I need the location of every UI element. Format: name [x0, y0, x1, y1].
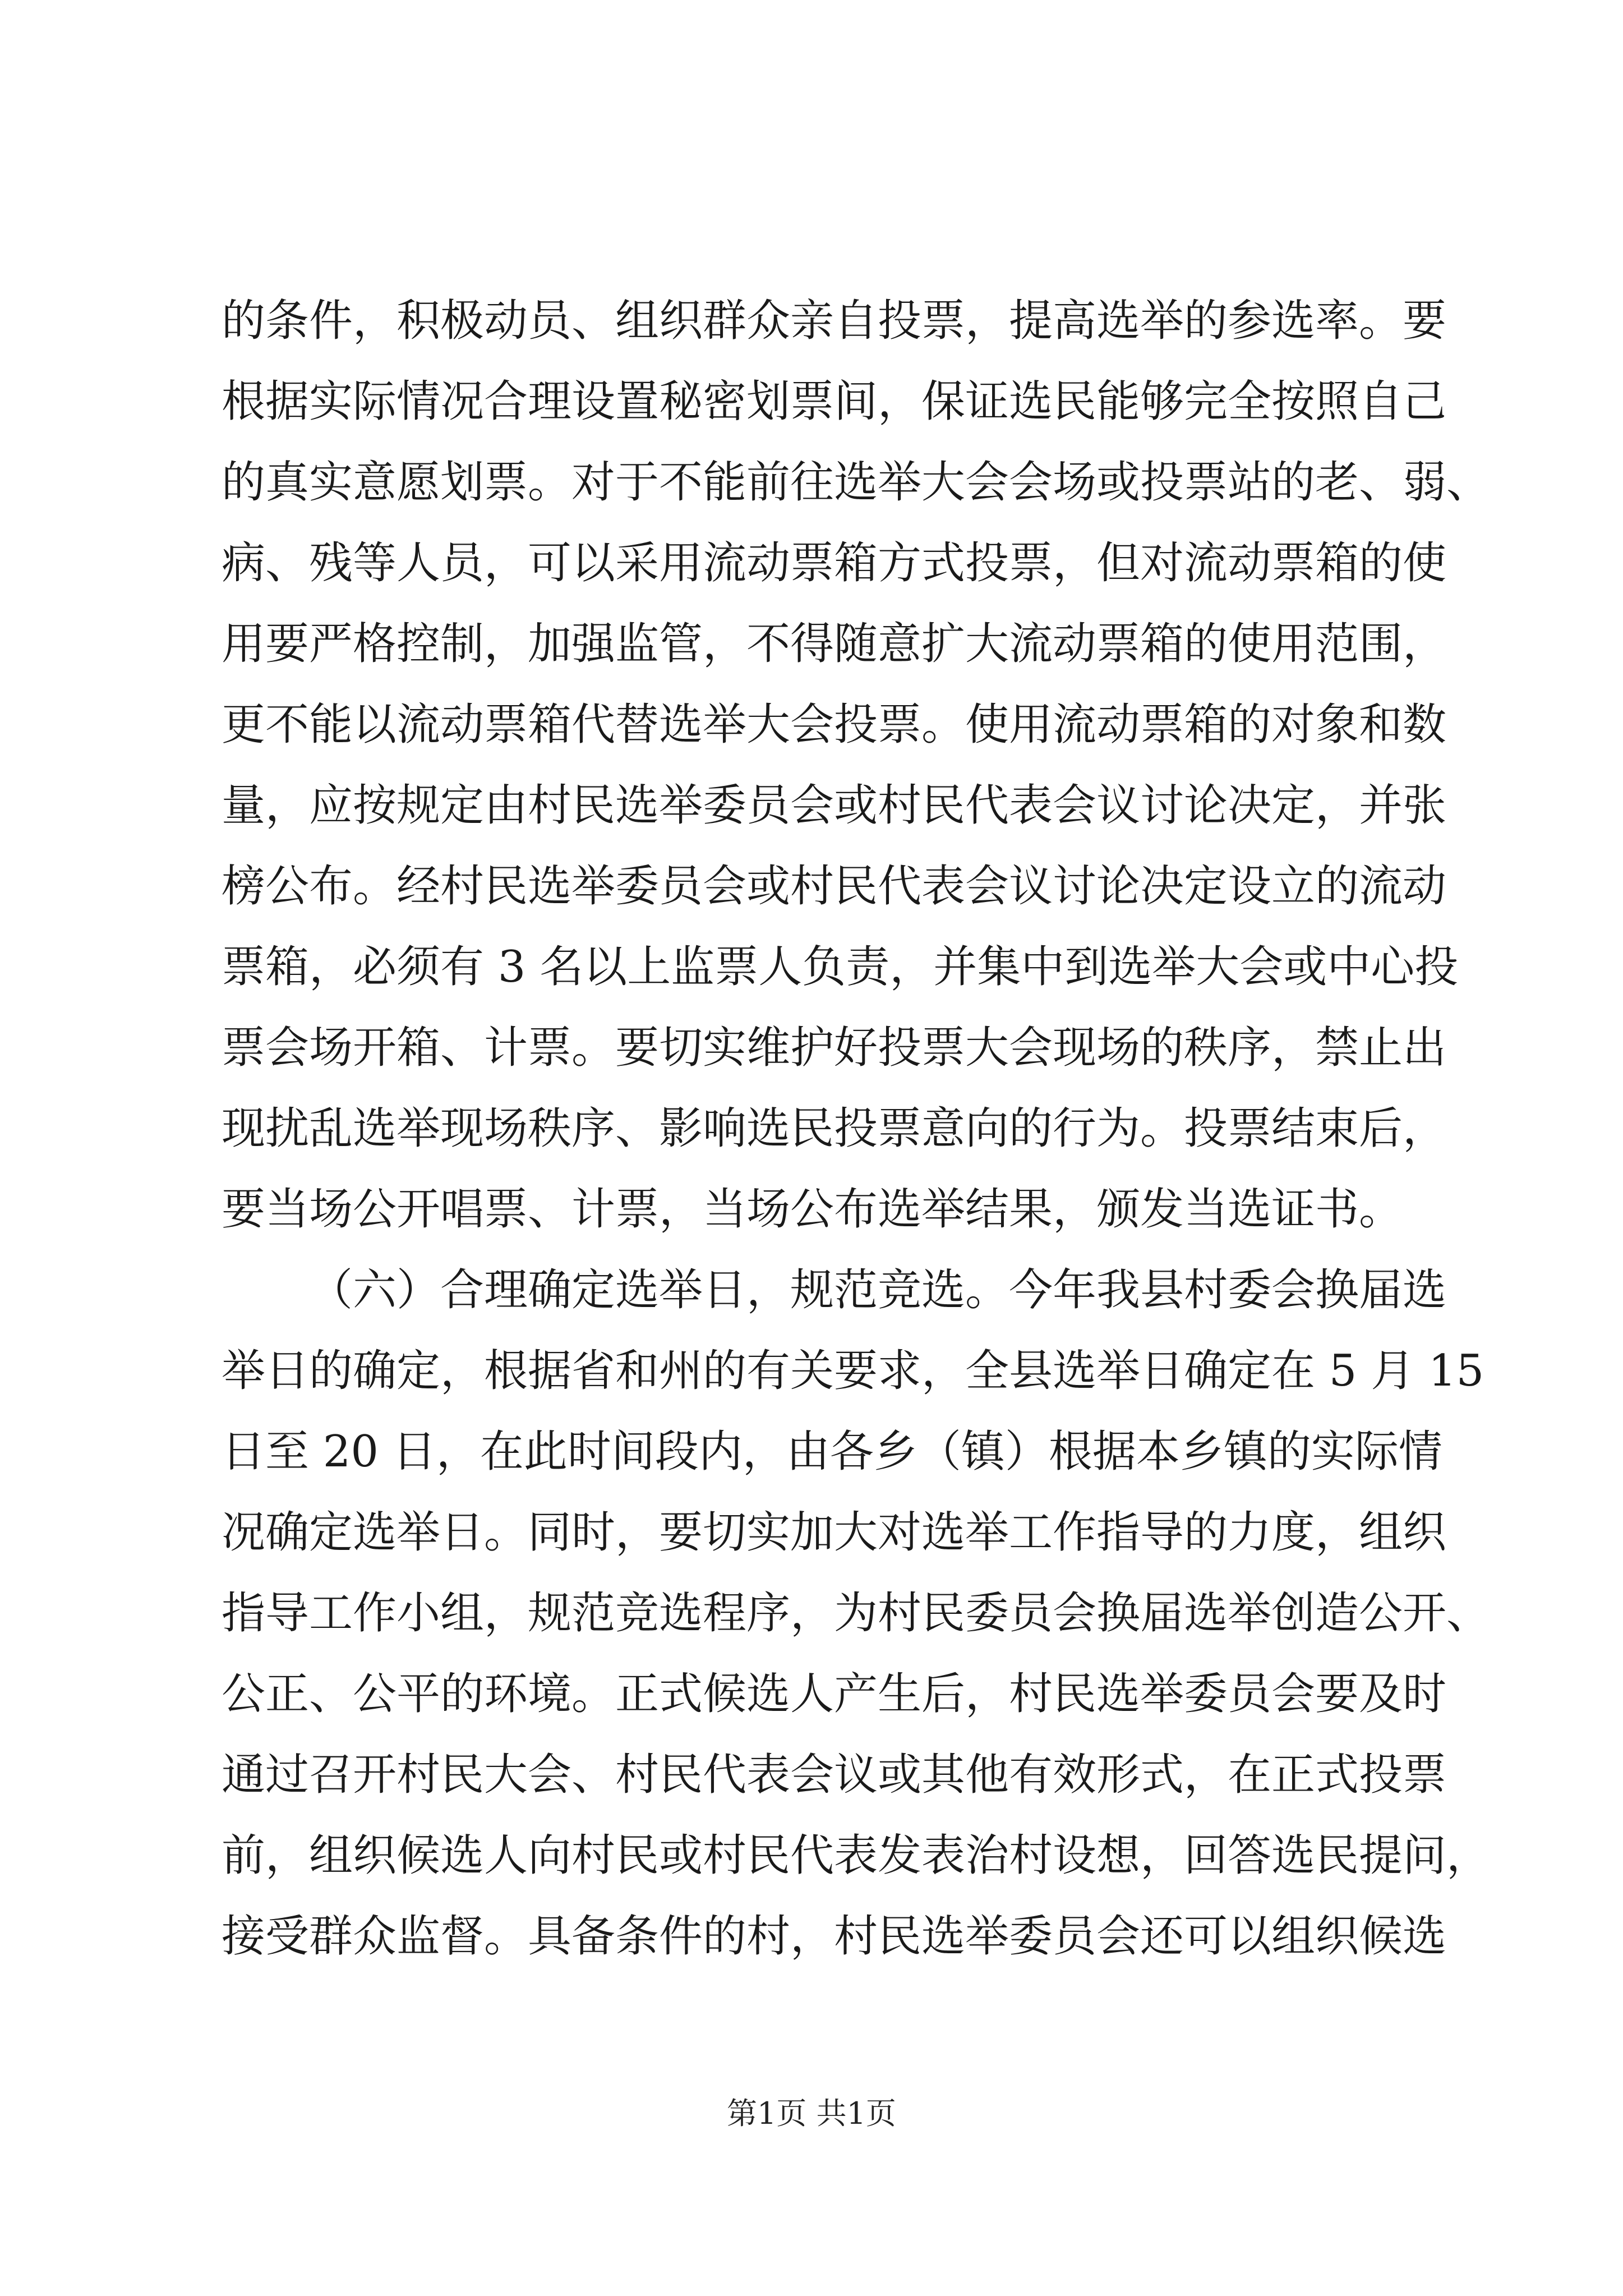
text-line: 用要严格控制，加强监管，不得随意扩大流动票箱的使用范围， — [222, 619, 1447, 669]
text-line: 日至 20 日，在此时间段内，由各乡（镇）根据本乡镇的实际情 — [222, 1427, 1442, 1477]
text-line: 举日的确定，根据省和州的有关要求，全县选举日确定在 5 月 15 — [222, 1346, 1484, 1396]
text-line: 公正、公平的环境。正式候选人产生后，村民选举委员会要及时 — [222, 1669, 1447, 1719]
text-line: 票箱，必须有 3 名以上监票人负责，并集中到选举大会或中心投 — [222, 942, 1459, 992]
text-line: 更不能以流动票箱代替选举大会投票。使用流动票箱的对象和数 — [222, 700, 1447, 750]
text-line: 量，应按规定由村民选举委员会或村民代表会议讨论决定，并张 — [222, 780, 1447, 831]
text-line: 要当场公开唱票、计票，当场公布选举结果，颁发当选证书。 — [222, 1184, 1403, 1235]
text-line: 接受群众监督。具备条件的村，村民选举委员会还可以组织候选 — [222, 1911, 1447, 1962]
text-line: 指导工作小组，规范竞选程序，为村民委员会换届选举创造公开、 — [222, 1588, 1491, 1639]
text-line: 通过召开村民大会、村民代表会议或其他有效形式，在正式投票 — [222, 1750, 1447, 1800]
text-line: 病、残等人员，可以采用流动票箱方式投票，但对流动票箱的使 — [222, 538, 1447, 588]
paragraph-voting-procedure — [222, 280, 1491, 1250]
text-line: 现扰乱选举现场秩序、影响选民投票意向的行为。投票结束后， — [222, 1103, 1447, 1154]
text-line: 榜公布。经村民选举委员会或村民代表会议讨论决定设立的流动 — [222, 861, 1447, 912]
text-line: 前，组织候选人向村民或村民代表发表治村设想，回答选民提问， — [222, 1830, 1491, 1881]
section-heading-line: （六）合理确定选举日，规范竞选。今年我县村委会换届选 — [309, 1265, 1447, 1315]
page-number-footer: 第1页 共1页 — [727, 2096, 896, 2131]
text-line: 的条件，积极动员、组织群众亲自投票，提高选举的参选率。要 — [222, 296, 1447, 346]
document-body — [222, 280, 1491, 1977]
paragraph-election-day — [222, 1250, 1491, 1977]
text-line: 票会场开箱、计票。要切实维护好投票大会现场的秩序，禁止出 — [222, 1023, 1447, 1073]
text-line: 况确定选举日。同时，要切实加大对选举工作指导的力度，组织 — [222, 1507, 1447, 1558]
text-line: 根据实际情况合理设置秘密划票间，保证选民能够完全按照自己 — [222, 376, 1447, 427]
text-line: 的真实意愿划票。对于不能前往选举大会会场或投票站的老、弱、 — [222, 457, 1491, 508]
